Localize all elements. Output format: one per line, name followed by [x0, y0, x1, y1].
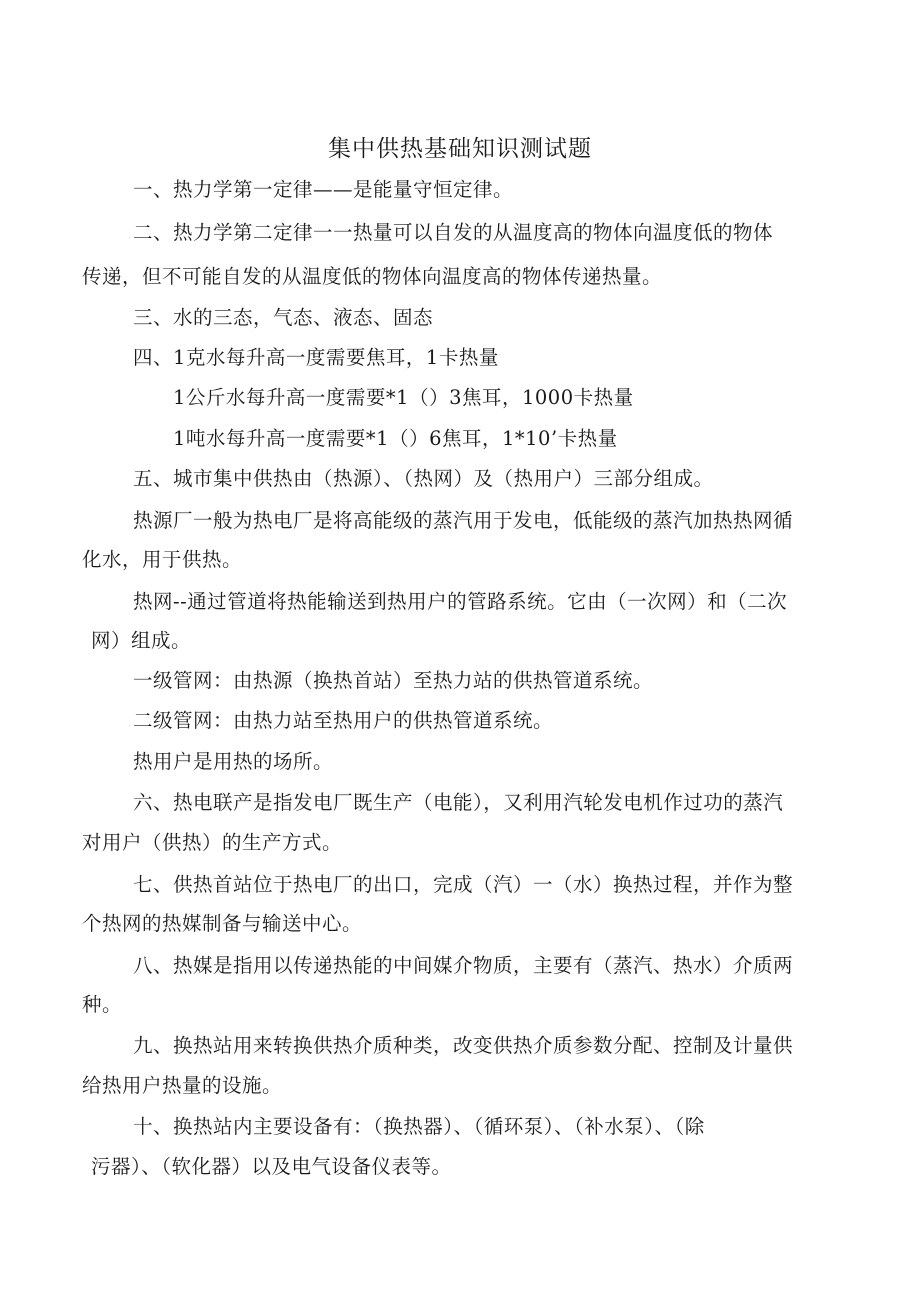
text-line: 十、换热站内主要设备有：（换热器）、（循环泵）、（补水泵）、（除	[133, 1115, 705, 1138]
text-line: 六、热电联产是指发电厂既生产（电能），又利用汽轮发电机作过功的蒸汽	[133, 791, 784, 814]
text-line: 五、城市集中供热由（热源）、（热网）及（热用户）三部分组成。	[133, 467, 714, 490]
text-line: 个热网的热媒制备与输送中心。	[82, 912, 363, 935]
document-title: 集中供热基础知识测试题	[328, 136, 592, 162]
text-line: 网）组成。	[91, 629, 192, 652]
text-line: 二、热力学第二定律一一热量可以自发的从温度高的物体向温度低的物体	[133, 221, 774, 244]
text-line: 九、换热站用来转换供热介质种类，改变供热介质参数分配、控制及计量供	[133, 1034, 794, 1057]
text-line: 热源厂一般为热电厂是将高能级的蒸汽用于发电，低能级的蒸汽加热热网循	[133, 509, 794, 532]
text-line: 给热用户热量的设施。	[82, 1074, 283, 1097]
text-line: 八、热媒是指用以传递热能的中间媒介物质，主要有（蒸汽、热水）介质两	[133, 954, 794, 977]
text-line: 污器）、（软化器）以及电气设备仪表等。	[91, 1155, 452, 1178]
text-line: 二级管网：由热力站至热用户的供热管道系统。	[133, 709, 554, 732]
text-line: 1公斤水每升高一度需要*1（）3焦耳，1000卡热量	[173, 386, 634, 409]
text-line: 热用户是用热的场所。	[133, 750, 334, 773]
text-line: 一、热力学第一定律——是能量守恒定律。	[133, 178, 514, 201]
text-line: 化水，用于供热。	[82, 548, 243, 571]
text-line: 传递，但不可能自发的从温度低的物体向温度高的物体传递热量。	[82, 265, 663, 288]
text-line: 三、水的三态，气态、液态、固态	[133, 306, 434, 329]
text-line: 种。	[82, 993, 123, 1016]
text-line: 四、1克水每升高一度需要焦耳，1卡热量	[133, 346, 499, 369]
text-line: 热网--通过管道将热能输送到热用户的管路系统。它由（一次网）和（二次	[133, 590, 788, 613]
text-line: 七、供热首站位于热电厂的出口，完成（汽）一（水）换热过程，并作为整	[133, 873, 794, 896]
text-line: 对用户（供热）的生产方式。	[82, 831, 343, 854]
text-line: 一级管网：由热源（换热首站）至热力站的供热管道系统。	[133, 669, 654, 692]
text-line: 1吨水每升高一度需要*1（）6焦耳，1*10’卡热量	[173, 427, 618, 450]
